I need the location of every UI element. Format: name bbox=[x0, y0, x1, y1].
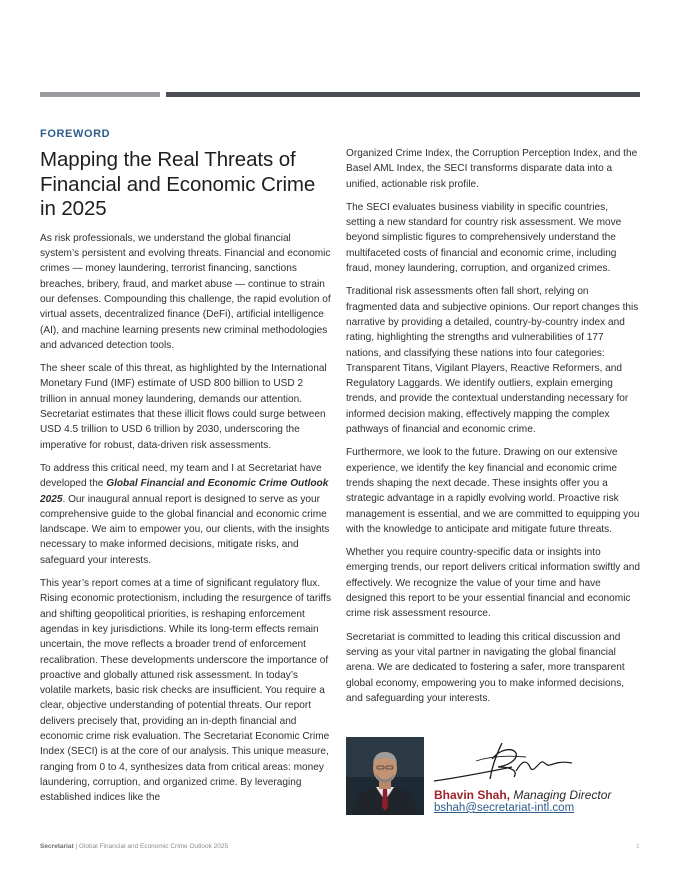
signatory-role: Managing Director bbox=[513, 788, 612, 802]
paragraph: The sheer scale of this threat, as highlighted by the International Monetary Fund (IMF) estimate of USD 800 billion to USD 2 trillion in annual money laundering, demands our attention. Secretariat estimates that these illicit flows could surge between USD 4.5 trillion to USD 6 trillion by 2030, underscoring the imperative for robust, data-driven risk assessments. bbox=[40, 363, 327, 451]
email-link[interactable]: bshah@secretariat-intl.com bbox=[434, 802, 575, 814]
header-rule-dark bbox=[166, 92, 640, 97]
paragraph-text: To address this critical need, my team and I at Secretariat have developed the bbox=[40, 462, 322, 490]
paragraph-text: . Our inaugural annual report is designed to serve as your comprehensive guide to the global financial and economic crime landscape. We aim to empower you, our clients, with the insights necessary to make informed decisions, mitigate risks, and safeguard your interests. bbox=[40, 493, 330, 566]
page-number: 1 bbox=[636, 843, 640, 850]
footer-publication: Global Financial and Economic Crime Outlook 2025 bbox=[78, 843, 229, 850]
paragraph: Traditional risk assessments often fall short, relying on fragmented data and subjective opinions. Our report changes this narrative by providing a detailed, country-by-country index and rating, highlighting the strengths and vulnerabilities of 177 nations, and classifying these nations into four categories: Transparent Titans, Vigilant Players, Reactive Reformers, and Regulatory Laggards. We identify outliers, explain emerging trends, and provide the contextual understanding necessary for informed decision making, effectively mapping the complex pathways of financial and economic crime. bbox=[346, 286, 639, 436]
paragraph: Organized Crime Index, the Corruption Perception Index, and the Basel AML Index, the SECI transforms disparate data into a unified, actionable risk profile. bbox=[346, 148, 638, 190]
handwritten-signature bbox=[432, 737, 592, 785]
paragraph: As risk professionals, we understand the global financial system’s persistent and evolving threats. Financial and economic crimes — money laundering, terrorist financing, sanctions breaches, bribery, fraud, and market abuse — continue to strain our defenses. Compounding this challenge, the rapid evolution of virtual assets, decentralized finance (DeFi), artificial intelligence (AI), and machine learning presents new criminal methodologies and advanced detection tools. bbox=[40, 232, 331, 351]
footer-brand: Secretariat bbox=[40, 843, 74, 850]
signatory-name: Bhavin Shah, bbox=[434, 788, 511, 802]
footer bbox=[40, 843, 228, 850]
left-column bbox=[40, 127, 332, 813]
paragraph bbox=[40, 461, 332, 568]
right-column bbox=[346, 146, 640, 714]
author-photo bbox=[346, 737, 424, 815]
report-title-emphasis: Global Financial and Economic Crime Outlook 2025 bbox=[40, 478, 329, 505]
page-title: Mapping the Real Threats of Financial and Economic Crime in 2025 bbox=[40, 148, 316, 221]
section-kicker: FOREWORD bbox=[40, 128, 111, 140]
paragraph: The SECI evaluates business viability in specific countries, setting a new standard for country risk assessment. We move beyond simplistic figures to comprehensively understand the multifaceted costs of financial and economic crime, including fraud, money laundering, corruption, and organized crimes. bbox=[346, 201, 622, 275]
header-rule-light bbox=[40, 92, 160, 97]
paragraph: Whether you require country-specific data or insights into emerging trends, our report delivers critical information swiftly and effectively. We recognize the value of your time and have designed this report to be your essential financial and economic crime risk assessment resource. bbox=[346, 547, 640, 620]
paragraph: This year’s report comes at a time of significant regulatory flux. Rising economic protectionism, including the resurgence of tariffs and shifting geopolitical priorities, is reshaping enforcement agendas in key jurisdictions. While its long-term effects remain uncertain, the move reflects a broader trend of enforcement recalibration. These developments underscore the importance of proactive and globally attuned risk assessment. In today’s volatile markets, basic risk checks are insufficient. You require a clear, objective understanding of potential threats. Our report delivers precisely that, providing an in-depth financial and economic crime risk evaluation. The Secretariat Economic Crime Index (SECI) is at the core of our analysis. This unique measure, ranging from 0 to 4, synthesizes data from critical areas: money laundering, corruption, and organized crime. By leveraging established indices like the bbox=[40, 578, 331, 804]
paragraph: Furthermore, we look to the future. Drawing on our extensive experience, we identify the key financial and economic crime trends shaping the next decade. These insights offer you a strategic advantage in a rapidly evolving world. Proactive risk management is essential, and we are committed to equipping you with the knowledge to anticipate and mitigate future threats. bbox=[346, 447, 640, 535]
paragraph: Secretariat is committed to leading this critical discussion and serving as your vital partner in navigating the global financial arena. We are dedicated to fostering a safer, more transparent global economy, empowering you to make informed decisions, and safeguarding your interests. bbox=[346, 631, 625, 704]
signature-block bbox=[346, 737, 640, 817]
signatory bbox=[434, 788, 611, 802]
footer-separator: | bbox=[73, 843, 79, 850]
